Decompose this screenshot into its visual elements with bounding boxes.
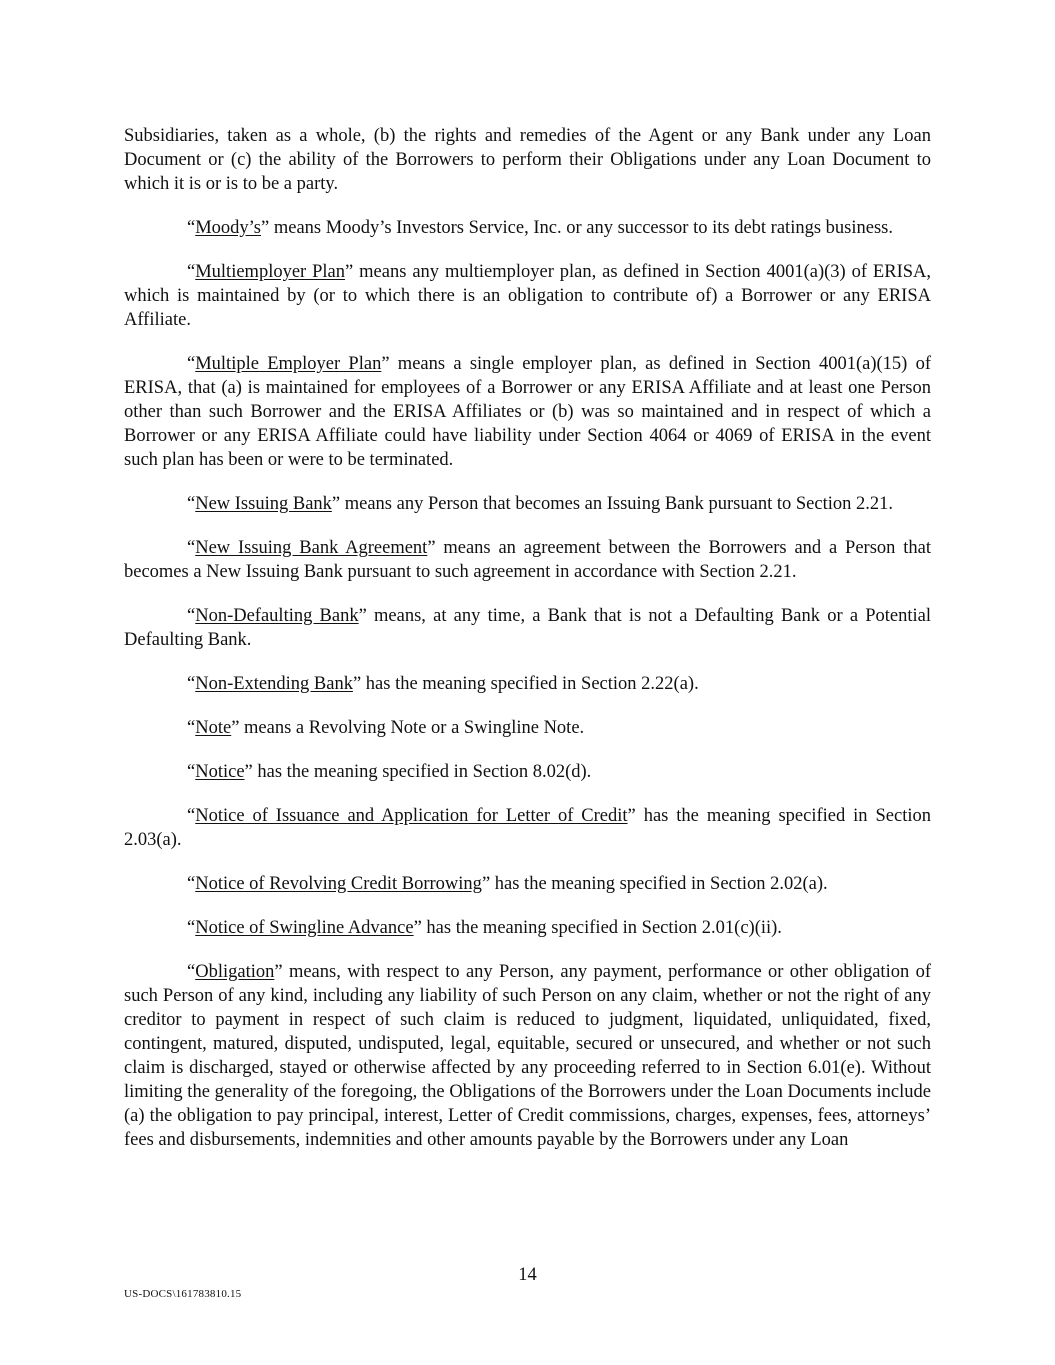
defined-term: Multiple Employer Plan: [195, 354, 382, 374]
definition-moodys: “Moody’s” means Moody’s Investors Service, Inc. or any successor to its debt ratings business.: [187, 218, 893, 238]
definition-note: “Note” means a Revolving Note or a Swingline Note.: [187, 718, 585, 738]
document-body: [124, 124, 931, 1172]
defined-term: Notice of Issuance and Application for Letter of Credit: [195, 806, 628, 826]
definition-new-issuing-bank-agreement: “New Issuing Bank Agreement” means an agreement between the Borrowers and a Person that becomes a New Issuing Bank pursuant to such agreement in accordance with Section 2.21.: [124, 538, 931, 582]
defined-term: Non-Extending Bank: [195, 674, 353, 694]
definition-text: ” has the meaning specified in Section 2.02(a).: [481, 874, 828, 894]
definition-text: ” has the meaning specified in Section 2.03(a).: [124, 806, 931, 850]
definition-non-defaulting-bank: “Non-Defaulting Bank” means, at any time, a Bank that is not a Defaulting Bank or a Potential Defaulting Bank.: [124, 606, 931, 650]
defined-term: Note: [195, 718, 232, 738]
defined-term: New Issuing Bank Agreement: [195, 538, 428, 558]
definition-text: ” has the meaning specified in Section 2.01(c)(ii).: [413, 918, 782, 938]
defined-term: Obligation: [195, 962, 275, 982]
definition-text: ” means any multiemployer plan, as defined in Section 4001(a)(3) of ERISA, which is maintained by (or to which there is an obligation to contribute of) a Borrower or any ERISA Affiliate.: [124, 262, 932, 330]
definition-notice-of-swingline-advance: “Notice of Swingline Advance” has the meaning specified in Section 2.01(c)(ii).: [187, 918, 782, 938]
definition-non-extending-bank: “Non-Extending Bank” has the meaning specified in Section 2.22(a).: [187, 674, 699, 694]
definition-obligation: “Obligation” means, with respect to any Person, any payment, performance or other obligation of such Person of any kind, including any liability of such Person on any claim, whether or not the right of any creditor to payment in respect of such claim is reduced to judgment, liquidated, unliquidated, fixed, contingent, matured, disputed, undisputed, legal, equitable, secured or unsecured, and whether or not such claim is discharged, stayed or otherwise affected by any proceeding referred to in Section 6.01(e). Without limiting the generality of the foregoing, the Obligations of the Borrowers under the Loan Documents include (a) the obligation to pay principal, interest, Letter of Credit commissions, charges, expenses, fees, attorneys’ fees and disbursements, indemnities and other amounts payable by the Borrowers under any Loan: [124, 962, 931, 1150]
definition-notice-of-issuance: “Notice of Issuance and Application for Letter of Credit” has the meaning specified in Section 2.03(a).: [124, 806, 931, 850]
document-id: US-DOCS\161783810.15: [124, 1288, 242, 1300]
defined-term: Multiemployer Plan: [195, 262, 346, 282]
definition-new-issuing-bank: “New Issuing Bank” means any Person that becomes an Issuing Bank pursuant to Section 2.21.: [187, 494, 893, 514]
definition-notice: “Notice” has the meaning specified in Section 8.02(d).: [187, 762, 592, 782]
defined-term: Non-Defaulting Bank: [195, 606, 359, 626]
definition-text: ” means an agreement between the Borrowers and a Person that becomes a New Issuing Bank pursuant to such agreement in accordance with Section 2.21.: [124, 538, 931, 582]
definition-text: ” has the meaning specified in Section 2.22(a).: [352, 674, 699, 694]
definition-notice-of-revolving-credit-borrowing: “Notice of Revolving Credit Borrowing” has the meaning specified in Section 2.02(a).: [187, 874, 828, 894]
definition-multiple-employer-plan: “Multiple Employer Plan” means a single employer plan, as defined in Section 4001(a)(15) of ERISA, that (a) is maintained for employees of a Borrower or any ERISA Affiliate and at least one Person other than such Borrower and the ERISA Affiliates or (b) was so maintained and in respect of which a Borrower or any ERISA Affiliate could have liability under Section 4064 or 4069 of ERISA in the event such plan has been or were to be terminated.: [124, 354, 932, 470]
page-number: 14: [518, 1265, 537, 1285]
defined-term: Notice of Revolving Credit Borrowing: [195, 874, 482, 894]
defined-term: Notice: [195, 762, 245, 782]
definition-text: ” means a Revolving Note or a Swingline Note.: [231, 718, 585, 738]
continued-paragraph: Subsidiaries, taken as a whole, (b) the rights and remedies of the Agent or any Bank under any Loan Document or (c) the ability of the Borrowers to perform their Obligations under any Loan Document to which it is or is to be a party.: [124, 126, 931, 194]
definition-multiemployer-plan: “Multiemployer Plan” means any multiemployer plan, as defined in Section 4001(a)(3) of ERISA, which is maintained by (or to which there is an obligation to contribute of) a Borrower or any ERISA Affiliate.: [124, 262, 932, 330]
definition-text: ” means a single employer plan, as defined in Section 4001(a)(15) of ERISA, that (a) is maintained for employees of a Borrower or any ERISA Affiliate and at least one Person other than such Borrower and the ERISA Affiliates or (b) was so maintained and in respect of which a Borrower or any ERISA Affiliate could have liability under Section 4064 or 4069 of ERISA in the event such plan has been or were to be terminated.: [124, 354, 932, 470]
defined-term: Moody’s: [195, 218, 262, 238]
definition-text: ” means Moody’s Investors Service, Inc. or any successor to its debt ratings business.: [261, 218, 893, 238]
defined-term: New Issuing Bank: [195, 494, 332, 514]
definition-text: ” means any Person that becomes an Issuing Bank pursuant to Section 2.21.: [331, 494, 893, 514]
definition-text: ” has the meaning specified in Section 8.02(d).: [244, 762, 592, 782]
definition-text: ” means, at any time, a Bank that is not a Defaulting Bank or a Potential Defaulting Bank.: [124, 606, 931, 650]
defined-term: Notice of Swingline Advance: [195, 918, 414, 938]
definition-text: ” means, with respect to any Person, any payment, performance or other obligation of such Person of any kind, including any liability of such Person on any claim, whether or not the right of any creditor to payment in respect of such claim is reduced to judgment, liquidated, unliquidated, fixed, contingent, matured, disputed, undisputed, legal, equitable, secured or unsecured, and whether or not such claim is discharged, stayed or otherwise affected by any proceeding referred to in Section 6.01(e). Without limiting the generality of the foregoing, the Obligations of the Borrowers under the Loan Documents include (a) the obligation to pay principal, interest, Letter of Credit commissions, charges, expenses, fees, attorneys’ fees and disbursements, indemnities and other amounts payable by the Borrowers under any Loan: [124, 962, 931, 1150]
